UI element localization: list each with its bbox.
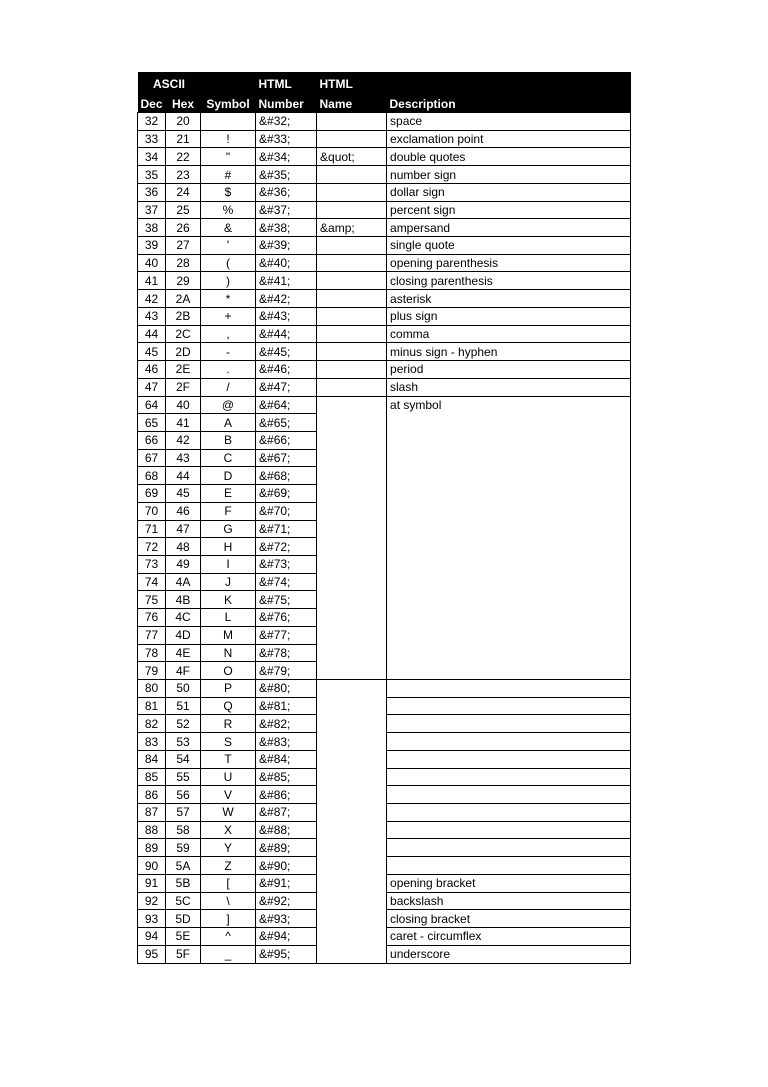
cell-dec: 38 <box>138 219 166 237</box>
cell-symbol: S <box>201 733 256 751</box>
cell-html-number: &#32; <box>256 113 317 131</box>
cell-html-number: &#65; <box>256 414 317 432</box>
cell-hex: 4D <box>166 626 201 644</box>
header-hex: Hex <box>166 91 201 113</box>
cell-dec: 71 <box>138 520 166 538</box>
cell-dec: 85 <box>138 768 166 786</box>
cell-dec: 83 <box>138 733 166 751</box>
cell-symbol: ^ <box>201 928 256 946</box>
cell-html-number: &#42; <box>256 290 317 308</box>
cell-symbol: Q <box>201 697 256 715</box>
cell-html-number: &#84; <box>256 750 317 768</box>
cell-html-number: &#85; <box>256 768 317 786</box>
cell-dec: 76 <box>138 609 166 627</box>
cell-dec: 45 <box>138 343 166 361</box>
cell-description: single quote <box>387 237 631 255</box>
table-row <box>138 680 631 698</box>
cell-hex: 5C <box>166 892 201 910</box>
cell-symbol: " <box>201 148 256 166</box>
cell-hex: 4E <box>166 644 201 662</box>
header-dec: Dec <box>138 91 166 113</box>
cell-hex: 46 <box>166 502 201 520</box>
cell-symbol: / <box>201 378 256 396</box>
cell-description: number sign <box>387 166 631 184</box>
cell-html-name <box>317 254 387 272</box>
cell-html-number: &#81; <box>256 697 317 715</box>
cell-html-number: &#95; <box>256 945 317 963</box>
cell-dec: 46 <box>138 361 166 379</box>
cell-html-number: &#44; <box>256 325 317 343</box>
cell-dec: 93 <box>138 910 166 928</box>
cell-hex: 50 <box>166 680 201 698</box>
table-row <box>138 307 631 325</box>
header-ascii: ASCII <box>138 72 201 91</box>
cell-html-number: &#80; <box>256 680 317 698</box>
cell-hex: 47 <box>166 520 201 538</box>
cell-dec: 74 <box>138 573 166 591</box>
cell-hex: 23 <box>166 166 201 184</box>
cell-hex: 2B <box>166 307 201 325</box>
cell-html-number: &#91; <box>256 874 317 892</box>
cell-html-number: &#82; <box>256 715 317 733</box>
cell-description <box>387 750 631 768</box>
cell-dec: 39 <box>138 237 166 255</box>
cell-symbol: C <box>201 449 256 467</box>
cell-description: slash <box>387 378 631 396</box>
cell-hex: 4F <box>166 662 201 680</box>
cell-html-name <box>317 290 387 308</box>
cell-description <box>387 804 631 822</box>
header-number: Number <box>256 91 317 113</box>
cell-description: minus sign - hyphen <box>387 343 631 361</box>
cell-dec: 65 <box>138 414 166 432</box>
cell-description <box>387 821 631 839</box>
cell-dec: 75 <box>138 591 166 609</box>
cell-symbol: D <box>201 467 256 485</box>
table-row <box>138 254 631 272</box>
cell-hex: 22 <box>166 148 201 166</box>
cell-hex: 48 <box>166 538 201 556</box>
cell-dec: 47 <box>138 378 166 396</box>
cell-dec: 44 <box>138 325 166 343</box>
cell-description: percent sign <box>387 201 631 219</box>
cell-dec: 69 <box>138 485 166 503</box>
table-body <box>138 113 631 964</box>
cell-description <box>387 786 631 804</box>
cell-symbol: Y <box>201 839 256 857</box>
cell-html-number: &#73; <box>256 555 317 573</box>
cell-hex: 4C <box>166 609 201 627</box>
cell-symbol: - <box>201 343 256 361</box>
cell-description: underscore <box>387 945 631 963</box>
cell-html-number: &#66; <box>256 431 317 449</box>
cell-html-number: &#64; <box>256 396 317 414</box>
cell-description: plus sign <box>387 307 631 325</box>
cell-html-number: &#41; <box>256 272 317 290</box>
cell-dec: 80 <box>138 680 166 698</box>
cell-dec: 67 <box>138 449 166 467</box>
cell-dec: 70 <box>138 502 166 520</box>
cell-html-number: &#46; <box>256 361 317 379</box>
header-empty <box>201 72 256 91</box>
cell-symbol: U <box>201 768 256 786</box>
cell-hex: 26 <box>166 219 201 237</box>
cell-symbol: I <box>201 555 256 573</box>
cell-html-name <box>317 378 387 396</box>
cell-dec: 33 <box>138 130 166 148</box>
cell-hex: 57 <box>166 804 201 822</box>
cell-html-name-merged <box>317 680 387 964</box>
cell-dec: 91 <box>138 874 166 892</box>
cell-html-number: &#78; <box>256 644 317 662</box>
cell-dec: 95 <box>138 945 166 963</box>
cell-description-merged: at symbol <box>387 396 631 680</box>
cell-html-number: &#74; <box>256 573 317 591</box>
cell-hex: 43 <box>166 449 201 467</box>
cell-html-number: &#36; <box>256 183 317 201</box>
cell-symbol: ] <box>201 910 256 928</box>
cell-html-number: &#43; <box>256 307 317 325</box>
table-row <box>138 361 631 379</box>
cell-hex: 5A <box>166 857 201 875</box>
header-symbol: Symbol <box>201 91 256 113</box>
cell-html-name <box>317 361 387 379</box>
cell-html-name <box>317 130 387 148</box>
cell-html-number: &#45; <box>256 343 317 361</box>
cell-html-number: &#70; <box>256 502 317 520</box>
cell-dec: 42 <box>138 290 166 308</box>
cell-html-number: &#75; <box>256 591 317 609</box>
cell-html-name <box>317 307 387 325</box>
cell-description <box>387 715 631 733</box>
cell-hex: 55 <box>166 768 201 786</box>
cell-symbol: ( <box>201 254 256 272</box>
cell-description <box>387 768 631 786</box>
header-row-bottom <box>138 91 631 113</box>
cell-symbol: W <box>201 804 256 822</box>
table-row <box>138 201 631 219</box>
cell-symbol: + <box>201 307 256 325</box>
cell-hex: 5E <box>166 928 201 946</box>
cell-dec: 90 <box>138 857 166 875</box>
cell-dec: 41 <box>138 272 166 290</box>
cell-symbol: N <box>201 644 256 662</box>
cell-symbol: M <box>201 626 256 644</box>
cell-hex: 59 <box>166 839 201 857</box>
cell-html-name <box>317 201 387 219</box>
table-row <box>138 130 631 148</box>
cell-description: backslash <box>387 892 631 910</box>
cell-symbol: [ <box>201 874 256 892</box>
cell-html-name <box>317 343 387 361</box>
cell-hex: 20 <box>166 113 201 131</box>
cell-hex: 42 <box>166 431 201 449</box>
table-row <box>138 378 631 396</box>
cell-description: closing parenthesis <box>387 272 631 290</box>
cell-html-number: &#88; <box>256 821 317 839</box>
cell-html-name: &quot; <box>317 148 387 166</box>
cell-dec: 32 <box>138 113 166 131</box>
cell-dec: 43 <box>138 307 166 325</box>
cell-html-number: &#77; <box>256 626 317 644</box>
cell-html-number: &#89; <box>256 839 317 857</box>
cell-html-number: &#72; <box>256 538 317 556</box>
cell-hex: 24 <box>166 183 201 201</box>
cell-hex: 25 <box>166 201 201 219</box>
table-row <box>138 272 631 290</box>
cell-dec: 68 <box>138 467 166 485</box>
cell-html-number: &#94; <box>256 928 317 946</box>
cell-hex: 5D <box>166 910 201 928</box>
cell-dec: 64 <box>138 396 166 414</box>
cell-description: space <box>387 113 631 131</box>
cell-hex: 2F <box>166 378 201 396</box>
header-empty <box>387 72 631 91</box>
cell-html-number: &#83; <box>256 733 317 751</box>
cell-html-number: &#33; <box>256 130 317 148</box>
table-row <box>138 113 631 131</box>
cell-html-number: &#47; <box>256 378 317 396</box>
cell-html-name-merged <box>317 396 387 680</box>
cell-dec: 40 <box>138 254 166 272</box>
cell-description: caret - circumflex <box>387 928 631 946</box>
cell-dec: 94 <box>138 928 166 946</box>
cell-html-number: &#71; <box>256 520 317 538</box>
cell-description: opening parenthesis <box>387 254 631 272</box>
cell-dec: 82 <box>138 715 166 733</box>
table-row <box>138 237 631 255</box>
cell-dec: 84 <box>138 750 166 768</box>
cell-symbol: K <box>201 591 256 609</box>
cell-html-number: &#87; <box>256 804 317 822</box>
cell-html-name: &amp; <box>317 219 387 237</box>
cell-description: opening bracket <box>387 874 631 892</box>
cell-html-number: &#37; <box>256 201 317 219</box>
header-description: Description <box>387 91 631 113</box>
cell-symbol: % <box>201 201 256 219</box>
cell-dec: 81 <box>138 697 166 715</box>
cell-hex: 27 <box>166 237 201 255</box>
cell-symbol: \ <box>201 892 256 910</box>
cell-dec: 92 <box>138 892 166 910</box>
cell-html-number: &#38; <box>256 219 317 237</box>
table-row <box>138 183 631 201</box>
cell-dec: 35 <box>138 166 166 184</box>
cell-html-number: &#86; <box>256 786 317 804</box>
cell-description <box>387 839 631 857</box>
table-row <box>138 325 631 343</box>
cell-html-number: &#34; <box>256 148 317 166</box>
cell-hex: 2E <box>166 361 201 379</box>
cell-html-number: &#92; <box>256 892 317 910</box>
cell-dec: 89 <box>138 839 166 857</box>
cell-hex: 2A <box>166 290 201 308</box>
cell-hex: 2C <box>166 325 201 343</box>
cell-description: closing bracket <box>387 910 631 928</box>
cell-hex: 53 <box>166 733 201 751</box>
cell-html-name <box>317 166 387 184</box>
cell-html-number: &#90; <box>256 857 317 875</box>
cell-symbol: P <box>201 680 256 698</box>
cell-html-name <box>317 183 387 201</box>
cell-dec: 88 <box>138 821 166 839</box>
cell-symbol: G <box>201 520 256 538</box>
cell-dec: 86 <box>138 786 166 804</box>
header-name: Name <box>317 91 387 113</box>
cell-html-name <box>317 272 387 290</box>
cell-hex: 44 <box>166 467 201 485</box>
cell-html-number: &#93; <box>256 910 317 928</box>
cell-html-name <box>317 325 387 343</box>
cell-dec: 73 <box>138 555 166 573</box>
cell-html-number: &#35; <box>256 166 317 184</box>
cell-hex: 21 <box>166 130 201 148</box>
table-header <box>138 72 631 113</box>
cell-html-number: &#79; <box>256 662 317 680</box>
table-row <box>138 396 631 414</box>
cell-description: comma <box>387 325 631 343</box>
cell-symbol: B <box>201 431 256 449</box>
cell-description: ampersand <box>387 219 631 237</box>
cell-hex: 41 <box>166 414 201 432</box>
table-row <box>138 166 631 184</box>
cell-dec: 87 <box>138 804 166 822</box>
ascii-html-table <box>137 72 631 964</box>
cell-html-name <box>317 237 387 255</box>
cell-symbol: @ <box>201 396 256 414</box>
cell-hex: 2D <box>166 343 201 361</box>
cell-hex: 52 <box>166 715 201 733</box>
cell-symbol: ! <box>201 130 256 148</box>
cell-html-number: &#69; <box>256 485 317 503</box>
cell-symbol: . <box>201 361 256 379</box>
table-row <box>138 219 631 237</box>
cell-hex: 4B <box>166 591 201 609</box>
cell-html-number: &#40; <box>256 254 317 272</box>
cell-hex: 5B <box>166 874 201 892</box>
cell-symbol: H <box>201 538 256 556</box>
cell-symbol: , <box>201 325 256 343</box>
cell-dec: 72 <box>138 538 166 556</box>
cell-symbol <box>201 113 256 131</box>
header-html-2: HTML <box>317 72 387 91</box>
cell-dec: 79 <box>138 662 166 680</box>
cell-dec: 34 <box>138 148 166 166</box>
cell-html-name <box>317 113 387 131</box>
cell-hex: 28 <box>166 254 201 272</box>
cell-symbol: R <box>201 715 256 733</box>
cell-hex: 40 <box>166 396 201 414</box>
table-row <box>138 148 631 166</box>
cell-symbol: $ <box>201 183 256 201</box>
cell-symbol: # <box>201 166 256 184</box>
cell-symbol: _ <box>201 945 256 963</box>
cell-symbol: F <box>201 502 256 520</box>
cell-hex: 4A <box>166 573 201 591</box>
table-row <box>138 290 631 308</box>
cell-symbol: L <box>201 609 256 627</box>
cell-html-number: &#67; <box>256 449 317 467</box>
cell-hex: 29 <box>166 272 201 290</box>
cell-dec: 36 <box>138 183 166 201</box>
cell-description <box>387 680 631 698</box>
cell-symbol: ' <box>201 237 256 255</box>
cell-hex: 5F <box>166 945 201 963</box>
cell-symbol: Z <box>201 857 256 875</box>
cell-description: period <box>387 361 631 379</box>
cell-symbol: X <box>201 821 256 839</box>
cell-hex: 51 <box>166 697 201 715</box>
cell-symbol: J <box>201 573 256 591</box>
cell-symbol: * <box>201 290 256 308</box>
table-row <box>138 343 631 361</box>
header-html-1: HTML <box>256 72 317 91</box>
cell-description <box>387 733 631 751</box>
cell-description: double quotes <box>387 148 631 166</box>
cell-hex: 49 <box>166 555 201 573</box>
cell-symbol: O <box>201 662 256 680</box>
cell-dec: 78 <box>138 644 166 662</box>
cell-symbol: A <box>201 414 256 432</box>
cell-symbol: V <box>201 786 256 804</box>
cell-symbol: ) <box>201 272 256 290</box>
cell-hex: 58 <box>166 821 201 839</box>
cell-html-number: &#39; <box>256 237 317 255</box>
cell-description <box>387 697 631 715</box>
cell-description: exclamation point <box>387 130 631 148</box>
cell-description: asterisk <box>387 290 631 308</box>
cell-hex: 56 <box>166 786 201 804</box>
cell-symbol: E <box>201 485 256 503</box>
cell-description <box>387 857 631 875</box>
cell-description: dollar sign <box>387 183 631 201</box>
cell-dec: 66 <box>138 431 166 449</box>
header-row-top <box>138 72 631 91</box>
cell-html-number: &#76; <box>256 609 317 627</box>
cell-symbol: T <box>201 750 256 768</box>
cell-html-number: &#68; <box>256 467 317 485</box>
cell-symbol: & <box>201 219 256 237</box>
cell-hex: 54 <box>166 750 201 768</box>
cell-hex: 45 <box>166 485 201 503</box>
cell-dec: 37 <box>138 201 166 219</box>
cell-dec: 77 <box>138 626 166 644</box>
